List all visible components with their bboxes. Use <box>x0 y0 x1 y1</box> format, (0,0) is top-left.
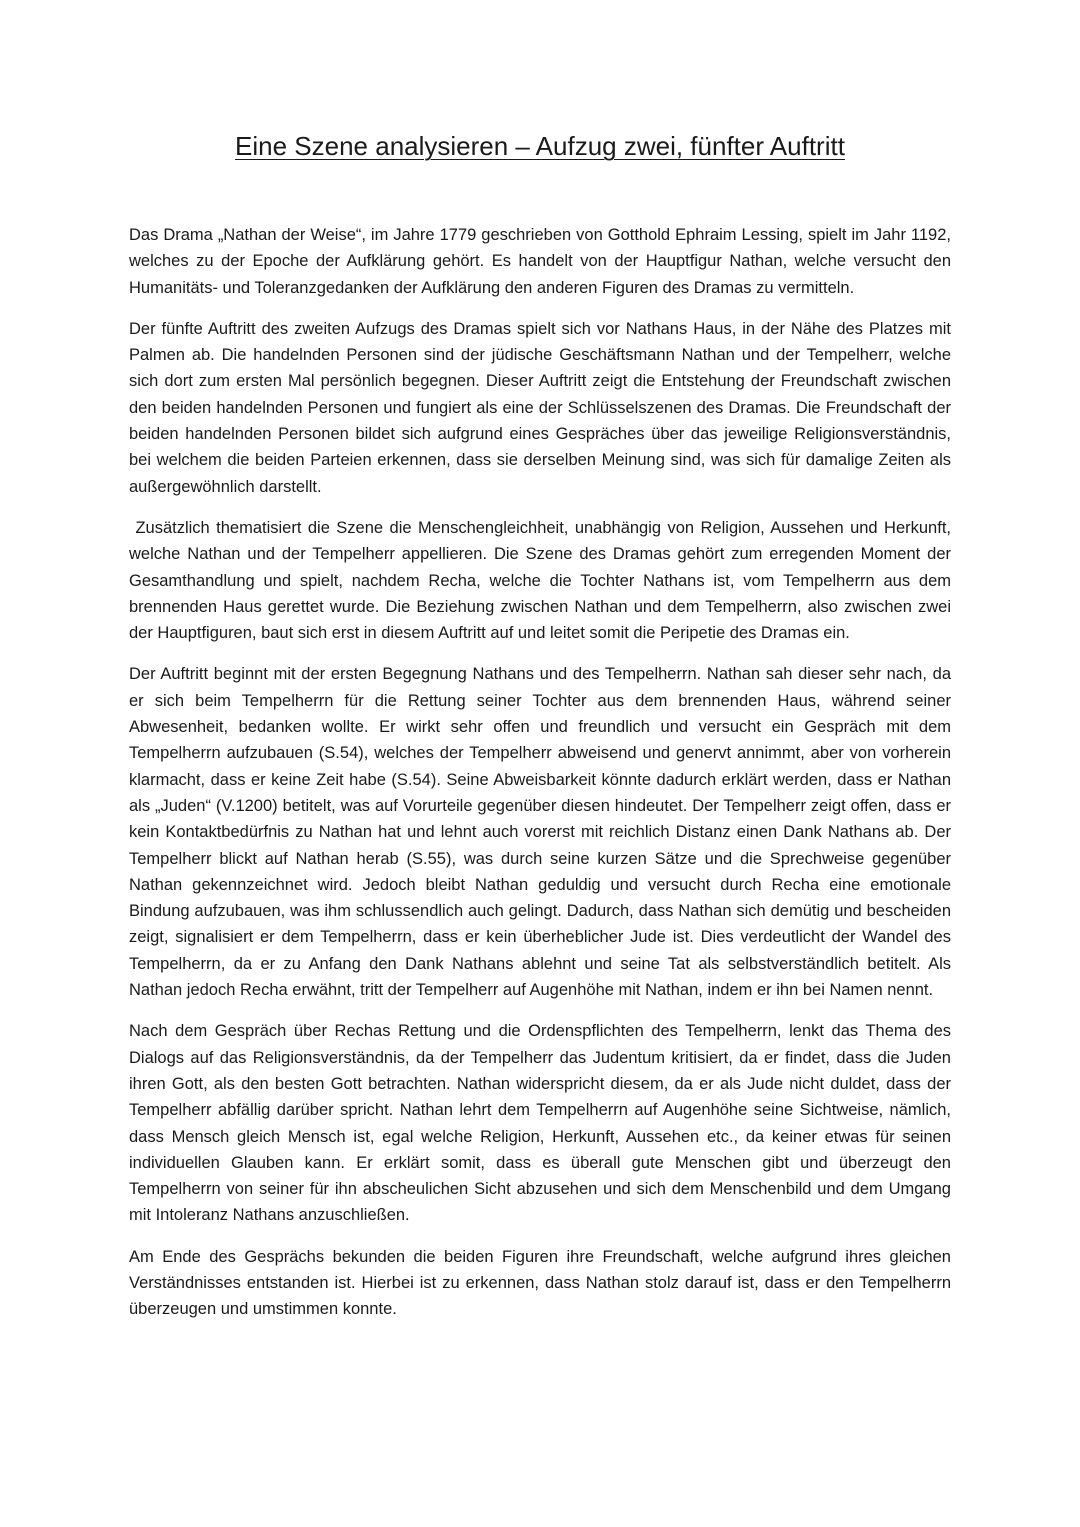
paragraph-scene-setting: Der fünfte Auftritt des zweiten Aufzugs des Dramas spielt sich vor Nathans Haus, in der Nähe des Platzes mit Palmen ab. Die handelnden Personen sind der jüdische Geschäftsmann Nathan und der Tempelherr, welche sich dort zum ersten Mal persönlich begegnen. Dieser Auftritt zeigt die Entstehung der Freundschaft zwischen den beiden handelnden Personen und fungiert als eine der Schlüsselszenen des Dramas. Die Freundschaft der beiden handelnden Personen bildet sich aufgrund eines Gespräches über das jeweilige Religionsverständnis, bei welchem die beiden Parteien erkennen, dass sie derselben Meinung sind, was sich für damalige Zeiten als außergewöhnlich darstellt. <box>129 319 951 496</box>
document-title: Eine Szene analysieren – Aufzug zwei, fünfter Auftritt <box>235 131 845 161</box>
paragraph-conclusion: Am Ende des Gesprächs bekunden die beiden Figuren ihre Freundschaft, welche aufgrund ihres gleichen Verständnisses entstanden ist. Hierbei ist zu erkennen, dass Nathan stolz darauf ist, dass er den Tempelherrn überzeugen und umstimmen konnte. <box>129 1247 951 1319</box>
paragraph-themes: Zusätzlich thematisiert die Szene die Menschengleichheit, unabhängig von Religion, Aussehen und Herkunft, welche Nathan und der Tempelherr appellieren. Die Szene des Dramas gehört zum erregenden Moment der Gesamthandlung und spielt, nachdem Recha, welche die Tochter Nathans ist, vom Tempelherrn aus dem brennenden Haus gerettet wurde. Die Beziehung zwischen Nathan und dem Tempelherrn, also zwischen zwei der Hauptfiguren, baut sich erst in diesem Auftritt auf und leitet somit die Peripetie des Dramas ein. <box>129 518 956 643</box>
paragraph-religion: Nach dem Gespräch über Rechas Rettung und die Ordenspflichten des Tempelherrn, lenkt das Thema des Dialogs auf das Religionsverständnis, da der Tempelherr das Judentum kritisiert, da er findet, dass die Juden ihren Gott, als den besten Gott betrachten. Nathan widerspricht diesem, da er als Jude nicht duldet, dass der Tempelherr abfällig darüber spricht. Nathan lehrt dem Tempelherrn auf Augenhöhe seine Sichtweise, nämlich, dass Mensch gleich Mensch ist, egal welche Religion, Herkunft, Aussehen etc., da keiner etwas für seinen individuellen Glauben kann. Er erklärt somit, dass es überall gute Menschen gibt und überzeugt den Tempelherrn von seiner für ihn abscheulichen Sicht abzusehen und sich dem Menschenbild und dem Umgang mit Intoleranz Nathans anzuschließen. <box>129 1022 951 1225</box>
paragraph-introduction: Das Drama „Nathan der Weise“, im Jahre 1779 geschrieben von Gotthold Ephraim Lessing, spielt im Jahr 1192, welches zu der Epoche der Aufklärung gehört. Es handelt von der Hauptfigur Nathan, welche versucht den Humanitäts- und Toleranzgedanken der Aufklärung den anderen Figuren des Dramas zu vermitteln. <box>129 226 951 297</box>
paragraph-encounter: Der Auftritt beginnt mit der ersten Begegnung Nathans und des Tempelherrn. Nathan sah dieser sehr nach, da er sich beim Tempelherrn für die Rettung seiner Tochter aus dem brennenden Haus, während seiner Abwesenheit, bedanken wollte. Er wirkt sehr offen und freundlich und versucht ein Gespräch mit dem Tempelherrn aufzubauen (S.54), welches der Tempelherr abweisend und genervt annimmt, aber von vorherein klarmacht, dass er keine Zeit habe (S.54). Seine Abweisbarkeit könnte dadurch erklärt werden, dass er Nathan als „Juden“ (V.1200) betitelt, was auf Vorurteile gegenüber diesen hindeutet. Der Tempelherr zeigt offen, dass er kein Kontaktbedürfnis zu Nathan hat und lehnt auch vorerst mit reichlich Distanz einen Dank Nathans ab. Der Tempelherr blickt auf Nathan herab (S.55), was durch seine kurzen Sätze und die Sprechweise gegenüber Nathan gekennzeichnet wird. Jedoch bleibt Nathan geduldig und versucht durch Recha eine emotionale Bindung aufzubauen, was ihm schlussendlich auch gelingt. Dadurch, dass Nathan sich demütig und bescheiden zeigt, signalisiert er dem Tempelherrn, dass er kein überheblicher Jude ist. Dies verdeutlicht der Wandel des Tempelherrn, da er zu Anfang den Dank Nathans ablehnt und seine Tat als selbstverständlich betitelt. Als Nathan jedoch Recha erwähnt, tritt der Tempelherr auf Augenhöhe mit Nathan, indem er ihn bei Namen nennt. <box>129 665 951 1000</box>
document-body <box>129 222 956 1338</box>
